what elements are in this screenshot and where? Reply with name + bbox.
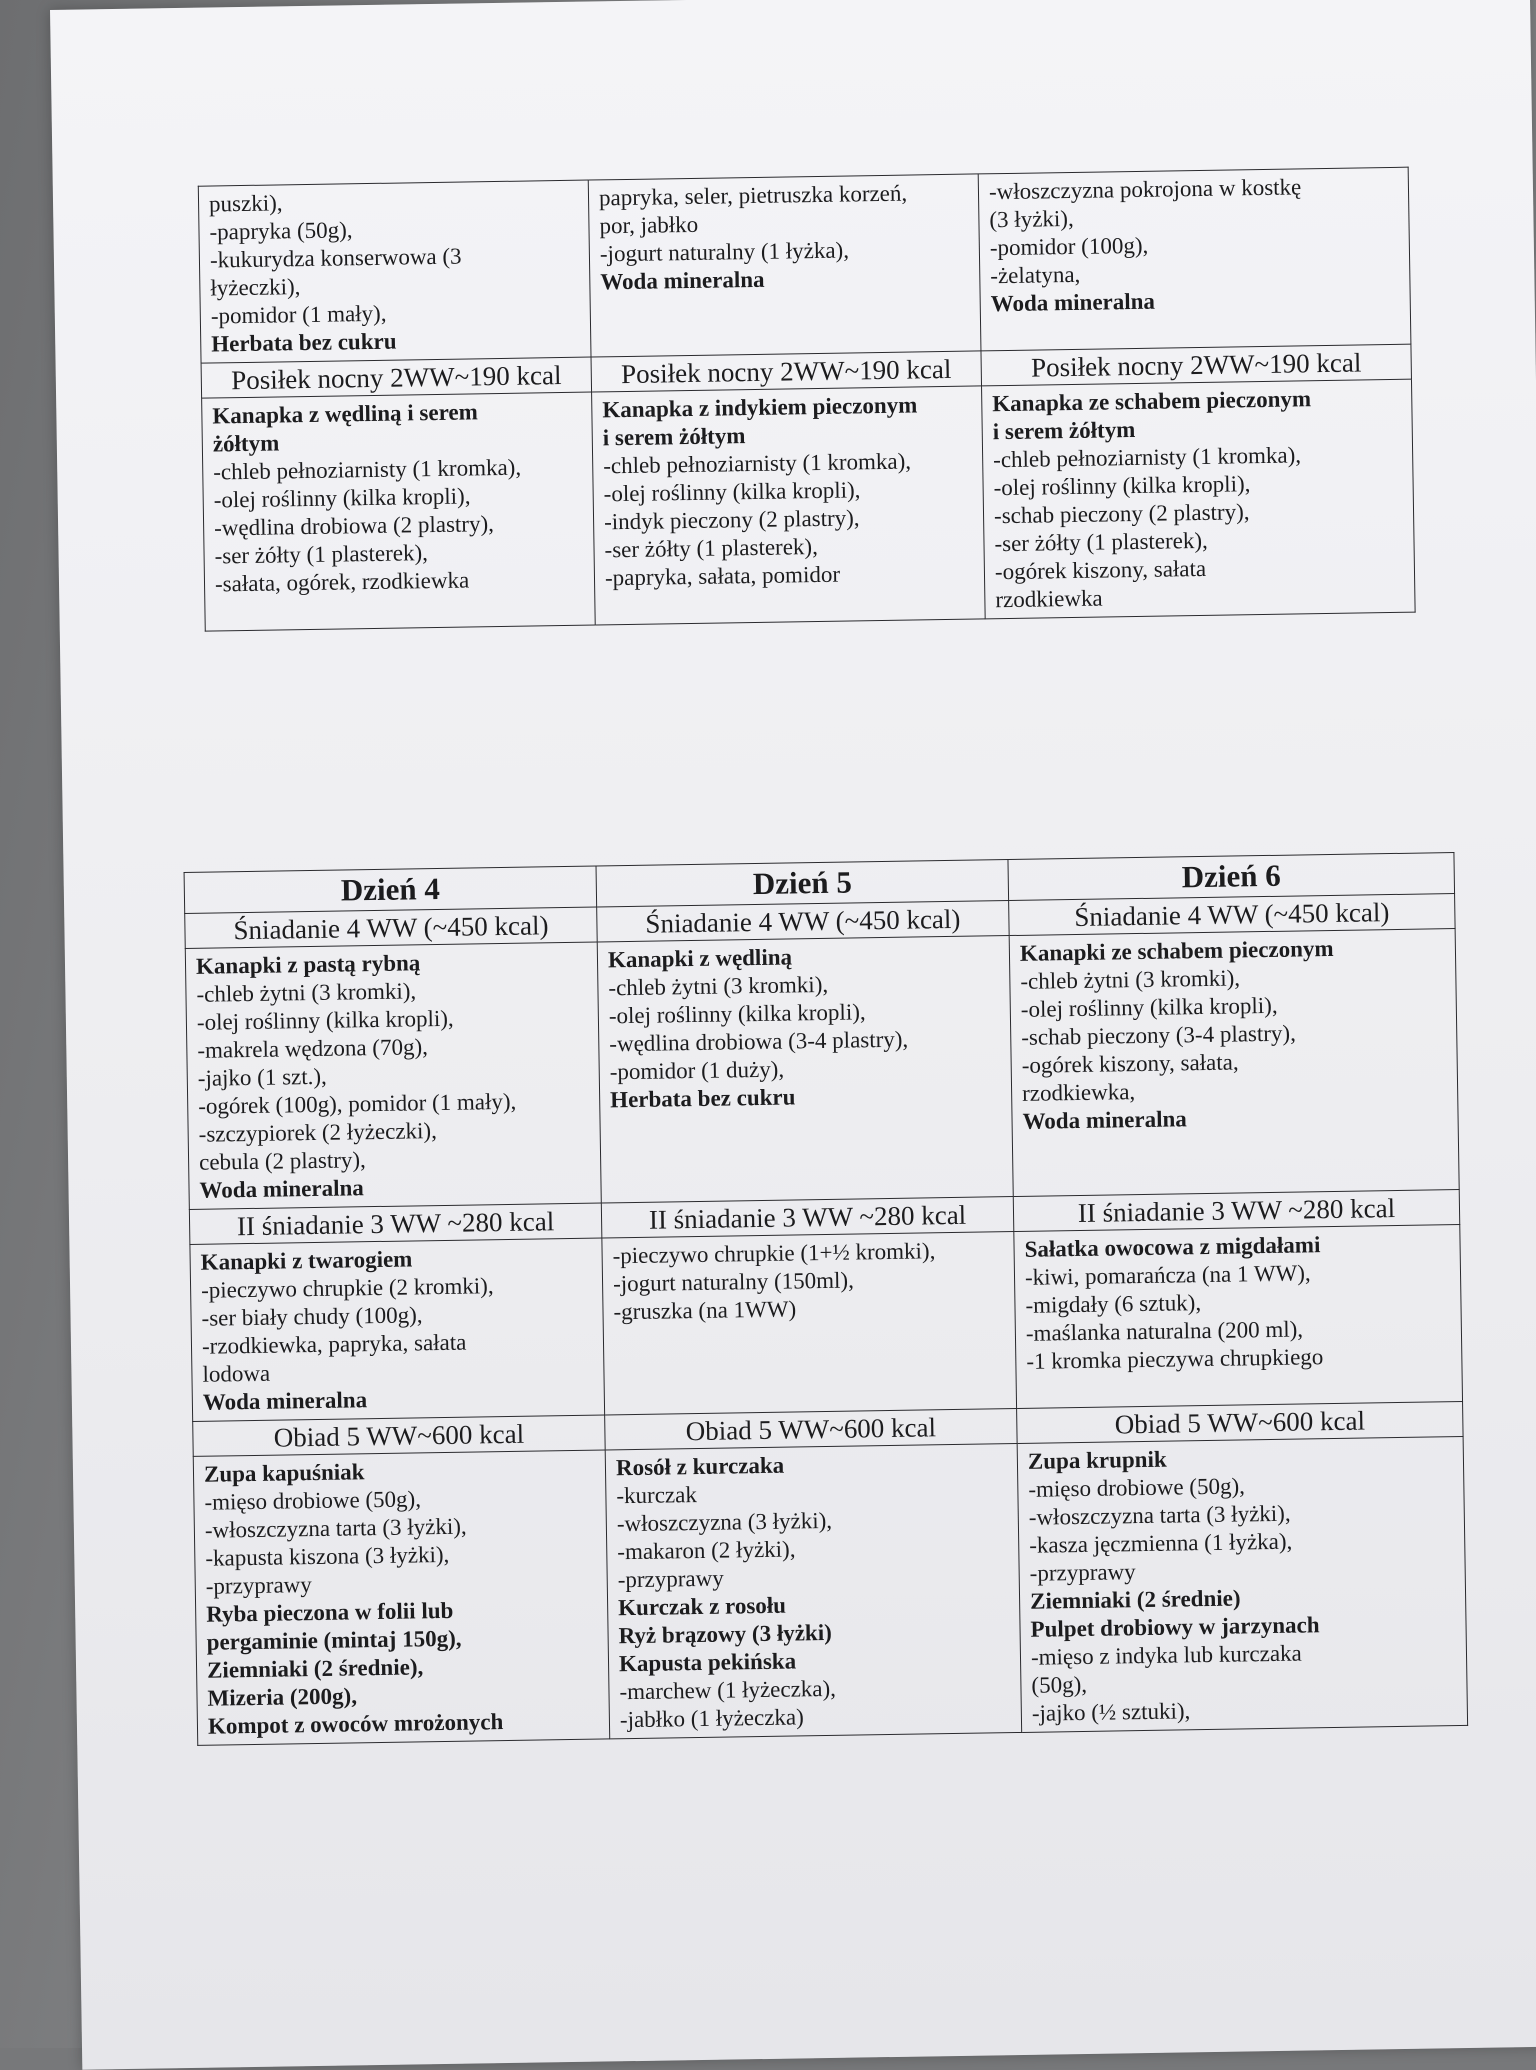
dish-name: Woda mineralna <box>1022 1106 1187 1134</box>
ingredient-line: -papryka (50g), <box>209 217 353 245</box>
dish-name: Zupa krupnik <box>1027 1446 1167 1474</box>
ingredient-line: por, jabłko <box>599 211 699 239</box>
ingredient-line: -włoszczyzna pokrojona w kostkę <box>988 174 1302 205</box>
meal-heading: Obiad 5 WW~600 kcal <box>193 1415 605 1456</box>
dish-name: Kanapka z indykiem pieczonym <box>602 392 918 423</box>
meal-heading: Śniadanie 4 WW (~450 kcal) <box>1009 894 1455 936</box>
menu-cell <box>193 1450 609 1745</box>
menu-cell <box>1009 929 1459 1197</box>
meal-plan-table-top <box>198 167 1416 632</box>
menu-row <box>193 1436 1467 1745</box>
dish-name: Woda mineralna <box>202 1387 368 1415</box>
ingredient-line: -pomidor (100g), <box>989 232 1149 261</box>
ingredient-line: -włoszczyzna tarta (3 łyżki), <box>204 1513 467 1543</box>
ingredient-line: -pieczywo chrupkie (1+½ kromki), <box>612 1238 936 1269</box>
ingredient-line: -olej roślinny (kilka kropli), <box>213 483 471 513</box>
ingredient-line: -jajko (1 szt.), <box>197 1063 327 1091</box>
menu-cell <box>202 392 596 631</box>
ingredient-line: -mięso drobiowe (50g), <box>1028 1473 1246 1502</box>
menu-row <box>190 1225 1463 1422</box>
menu-cell <box>597 936 1013 1203</box>
ingredient-line: -gruszka (na 1WW) <box>613 1296 797 1325</box>
ingredient-line: -mięso drobiowe (50g), <box>204 1486 422 1515</box>
menu-cell <box>198 180 591 363</box>
meal-heading: II śniadanie 3 WW ~280 kcal <box>1013 1190 1459 1232</box>
ingredient-line: -maślanka naturalna (200 ml), <box>1025 1316 1304 1346</box>
ingredient-line: -włoszczyzna (3 łyżki), <box>616 1507 833 1537</box>
table-body <box>198 167 1415 631</box>
menu-cell <box>185 942 601 1209</box>
menu-row <box>198 167 1411 363</box>
ingredient-line: -schab pieczony (3-4 plastry), <box>1021 1020 1297 1050</box>
ingredient-line: (3 łyżki), <box>989 205 1074 233</box>
dish-name: Kanapki z twarogiem <box>200 1246 413 1275</box>
ingredient-line: cebula (2 plastry), <box>198 1147 366 1175</box>
ingredient-line: -kukurydza konserwowa (3 <box>209 243 462 273</box>
meal-heading: Obiad 5 WW~600 kcal <box>605 1408 1017 1449</box>
ingredient-line: -chleb żytni (3 kromki), <box>608 971 829 1001</box>
ingredient-line: -jogurt naturalny (150ml), <box>612 1267 855 1297</box>
table-body <box>184 853 1468 1746</box>
dish-name: Kompot z owoców mrożonych <box>207 1709 504 1739</box>
ingredient-line: -ogórek kiszony, sałata <box>994 555 1207 585</box>
dish-name: Mizeria (200g), <box>207 1683 358 1711</box>
ingredient-line: -makaron (2 łyżki), <box>617 1536 796 1565</box>
dish-name: pergaminie (mintaj 150g), <box>206 1625 462 1655</box>
ingredient-line: -olej roślinny (kilka kropli), <box>603 477 861 507</box>
ingredient-line: -przyprawy <box>1029 1559 1136 1586</box>
meal-heading: II śniadanie 3 WW ~280 kcal <box>189 1203 601 1244</box>
ingredient-line: -migdały (6 sztuk), <box>1025 1290 1202 1318</box>
ingredient-line: -1 kromka pieczywa chrupkiego <box>1026 1344 1324 1374</box>
meal-heading: Śniadanie 4 WW (~450 kcal) <box>185 907 597 948</box>
dish-name: i serem żółtym <box>992 417 1136 445</box>
meal-plan-table-days-4-6 <box>184 852 1469 1746</box>
ingredient-line: -marchew (1 łyżeczka), <box>619 1675 837 1705</box>
dish-name: Pulpet drobiowy w jarzynach <box>1030 1612 1320 1642</box>
menu-cell <box>588 174 981 357</box>
ingredient-line: -wędlina drobiowa (3-4 plastry), <box>609 1026 909 1057</box>
dish-name: Ziemniaki (2 średnie) <box>1029 1585 1241 1614</box>
menu-cell <box>1017 1436 1467 1732</box>
dish-name: Woda mineralna <box>199 1175 364 1203</box>
ingredient-line: lodowa <box>202 1360 271 1387</box>
dish-name: Kanapki z wędliną <box>607 944 793 973</box>
dish-name: Herbata bez cukru <box>211 328 397 357</box>
ingredient-line: rzodkiewka <box>995 585 1103 613</box>
ingredient-line: -chleb pełnoziarnisty (1 kromka), <box>603 448 912 479</box>
dish-name: Kurczak z rosołu <box>617 1592 787 1621</box>
ingredient-line: -przyprawy <box>205 1572 312 1599</box>
ingredient-line: -jabłko (1 łyżeczka) <box>619 1704 805 1733</box>
ingredient-line: -papryka, sałata, pomidor <box>604 561 841 591</box>
menu-row <box>185 929 1459 1210</box>
ingredient-line: rzodkiewka, <box>1021 1079 1136 1106</box>
menu-cell <box>605 1443 1021 1738</box>
ingredient-line: -chleb pełnoziarnisty (1 kromka), <box>213 454 522 485</box>
day-heading: Dzień 4 <box>184 866 597 913</box>
meal-heading: Posiłek nocny 2WW~190 kcal <box>201 357 592 398</box>
ingredient-line: (50g), <box>1031 1671 1088 1698</box>
ingredient-line: -wędlina drobiowa (2 plastry), <box>213 511 495 541</box>
dish-name: Ryba pieczona w folii lub <box>206 1597 454 1627</box>
ingredient-line: -mięso z indyka lub kurczaka <box>1030 1640 1302 1670</box>
ingredient-line: -chleb pełnoziarnisty (1 kromka), <box>992 442 1302 473</box>
ingredient-line: -olej roślinny (kilka kropli), <box>1020 992 1278 1022</box>
meal-heading: Śniadanie 4 WW (~450 kcal) <box>597 901 1009 942</box>
ingredient-line: -olej roślinny (kilka kropli), <box>196 1005 454 1035</box>
meal-heading: Posiłek nocny 2WW~190 kcal <box>981 344 1411 386</box>
menu-cell <box>190 1238 605 1421</box>
ingredient-line: -żelatyna, <box>990 261 1081 289</box>
meal-heading: Posiłek nocny 2WW~190 kcal <box>591 351 982 392</box>
dish-name: Herbata bez cukru <box>609 1084 796 1113</box>
ingredient-line: puszki), <box>208 190 283 217</box>
menu-cell <box>982 379 1416 619</box>
ingredient-line: -chleb żytni (3 kromki), <box>1020 965 1241 994</box>
dish-name: Woda mineralna <box>990 288 1156 317</box>
ingredient-line: -pieczywo chrupkie (2 kromki), <box>200 1273 494 1303</box>
ingredient-line: -ogórek kiszony, sałata, <box>1021 1049 1239 1078</box>
meal-heading: Obiad 5 WW~600 kcal <box>1017 1401 1463 1443</box>
menu-cell <box>1014 1225 1463 1409</box>
day-heading: Dzień 6 <box>1008 853 1455 901</box>
ingredient-line: -sałata, ogórek, rzodkiewka <box>214 567 470 597</box>
ingredient-line: -jajko (½ sztuki), <box>1031 1698 1191 1726</box>
ingredient-line: -pomidor (1 duży), <box>609 1056 785 1085</box>
ingredient-line: -przyprawy <box>617 1565 724 1593</box>
dish-name: żółtym <box>212 430 280 457</box>
ingredient-line: -ser żółty (1 plasterek), <box>994 527 1208 557</box>
ingredient-line: -ser żółty (1 plasterek), <box>214 540 429 569</box>
ingredient-line: -olej roślinny (kilka kropli), <box>608 999 866 1029</box>
ingredient-line: -kasza jęczmienna (1 łyżka), <box>1029 1528 1293 1558</box>
ingredient-line: -jogurt naturalny (1 łyżka), <box>599 237 850 267</box>
dish-name: Kapusta pekińska <box>618 1648 797 1677</box>
ingredient-line: -kiwi, pomarańcza (na 1 WW), <box>1024 1260 1311 1290</box>
ingredient-line: -schab pieczony (2 plastry), <box>993 499 1250 529</box>
day-heading: Dzień 5 <box>596 860 1009 907</box>
ingredient-line: -rzodkiewka, papryka, sałata <box>201 1329 467 1359</box>
ingredient-line: -szczypiorek (2 łyżeczki), <box>198 1118 438 1147</box>
dish-name: Kanapka ze schabem pieczonym <box>992 386 1312 417</box>
dish-name: Sałatka owocowa z migdałami <box>1024 1232 1321 1262</box>
ingredient-line: -chleb żytni (3 kromki), <box>196 978 417 1007</box>
paper-sheet <box>50 0 1536 2070</box>
dish-name: Ryż brązowy (3 łyżki) <box>618 1619 832 1649</box>
ingredient-line: -olej roślinny (kilka kropli), <box>993 471 1251 501</box>
dish-name: Kanapka z wędliną i serem <box>212 399 478 429</box>
ingredient-line: -ogórek (100g), pomidor (1 mały), <box>198 1088 517 1119</box>
dish-name: Zupa kapuśniak <box>203 1459 365 1487</box>
dish-name: Ziemniaki (2 średnie), <box>206 1654 424 1683</box>
menu-cell <box>978 167 1411 351</box>
menu-cell <box>602 1232 1017 1415</box>
dish-name: Kanapki z pastą rybną <box>195 950 421 979</box>
meal-heading: II śniadanie 3 WW ~280 kcal <box>601 1197 1013 1238</box>
dish-name: Rosół z kurczaka <box>615 1452 785 1481</box>
ingredient-line: -pomidor (1 mały), <box>210 300 387 329</box>
ingredient-line: papryka, seler, pietruszka korzeń, <box>598 180 908 211</box>
ingredient-line: -kapusta kiszona (3 łyżki), <box>205 1541 450 1571</box>
ingredient-line: -włoszczyzna tarta (3 łyżki), <box>1028 1500 1291 1530</box>
ingredient-line: -kurczak <box>616 1482 698 1509</box>
ingredient-line: -ser żółty (1 plasterek), <box>604 534 819 563</box>
ingredient-line: -indyk pieczony (2 plastry), <box>603 505 860 535</box>
ingredient-line: -ser biały chudy (100g), <box>201 1302 423 1331</box>
ingredient-line: -makrela wędzona (70g), <box>197 1034 429 1063</box>
menu-cell <box>592 386 986 625</box>
dish-name: Woda mineralna <box>600 266 765 295</box>
menu-row <box>202 379 1416 631</box>
dish-name: Kanapki ze schabem pieczonym <box>1019 935 1334 966</box>
dish-name: i serem żółtym <box>602 423 746 451</box>
ingredient-line: łyżeczki), <box>210 274 301 301</box>
